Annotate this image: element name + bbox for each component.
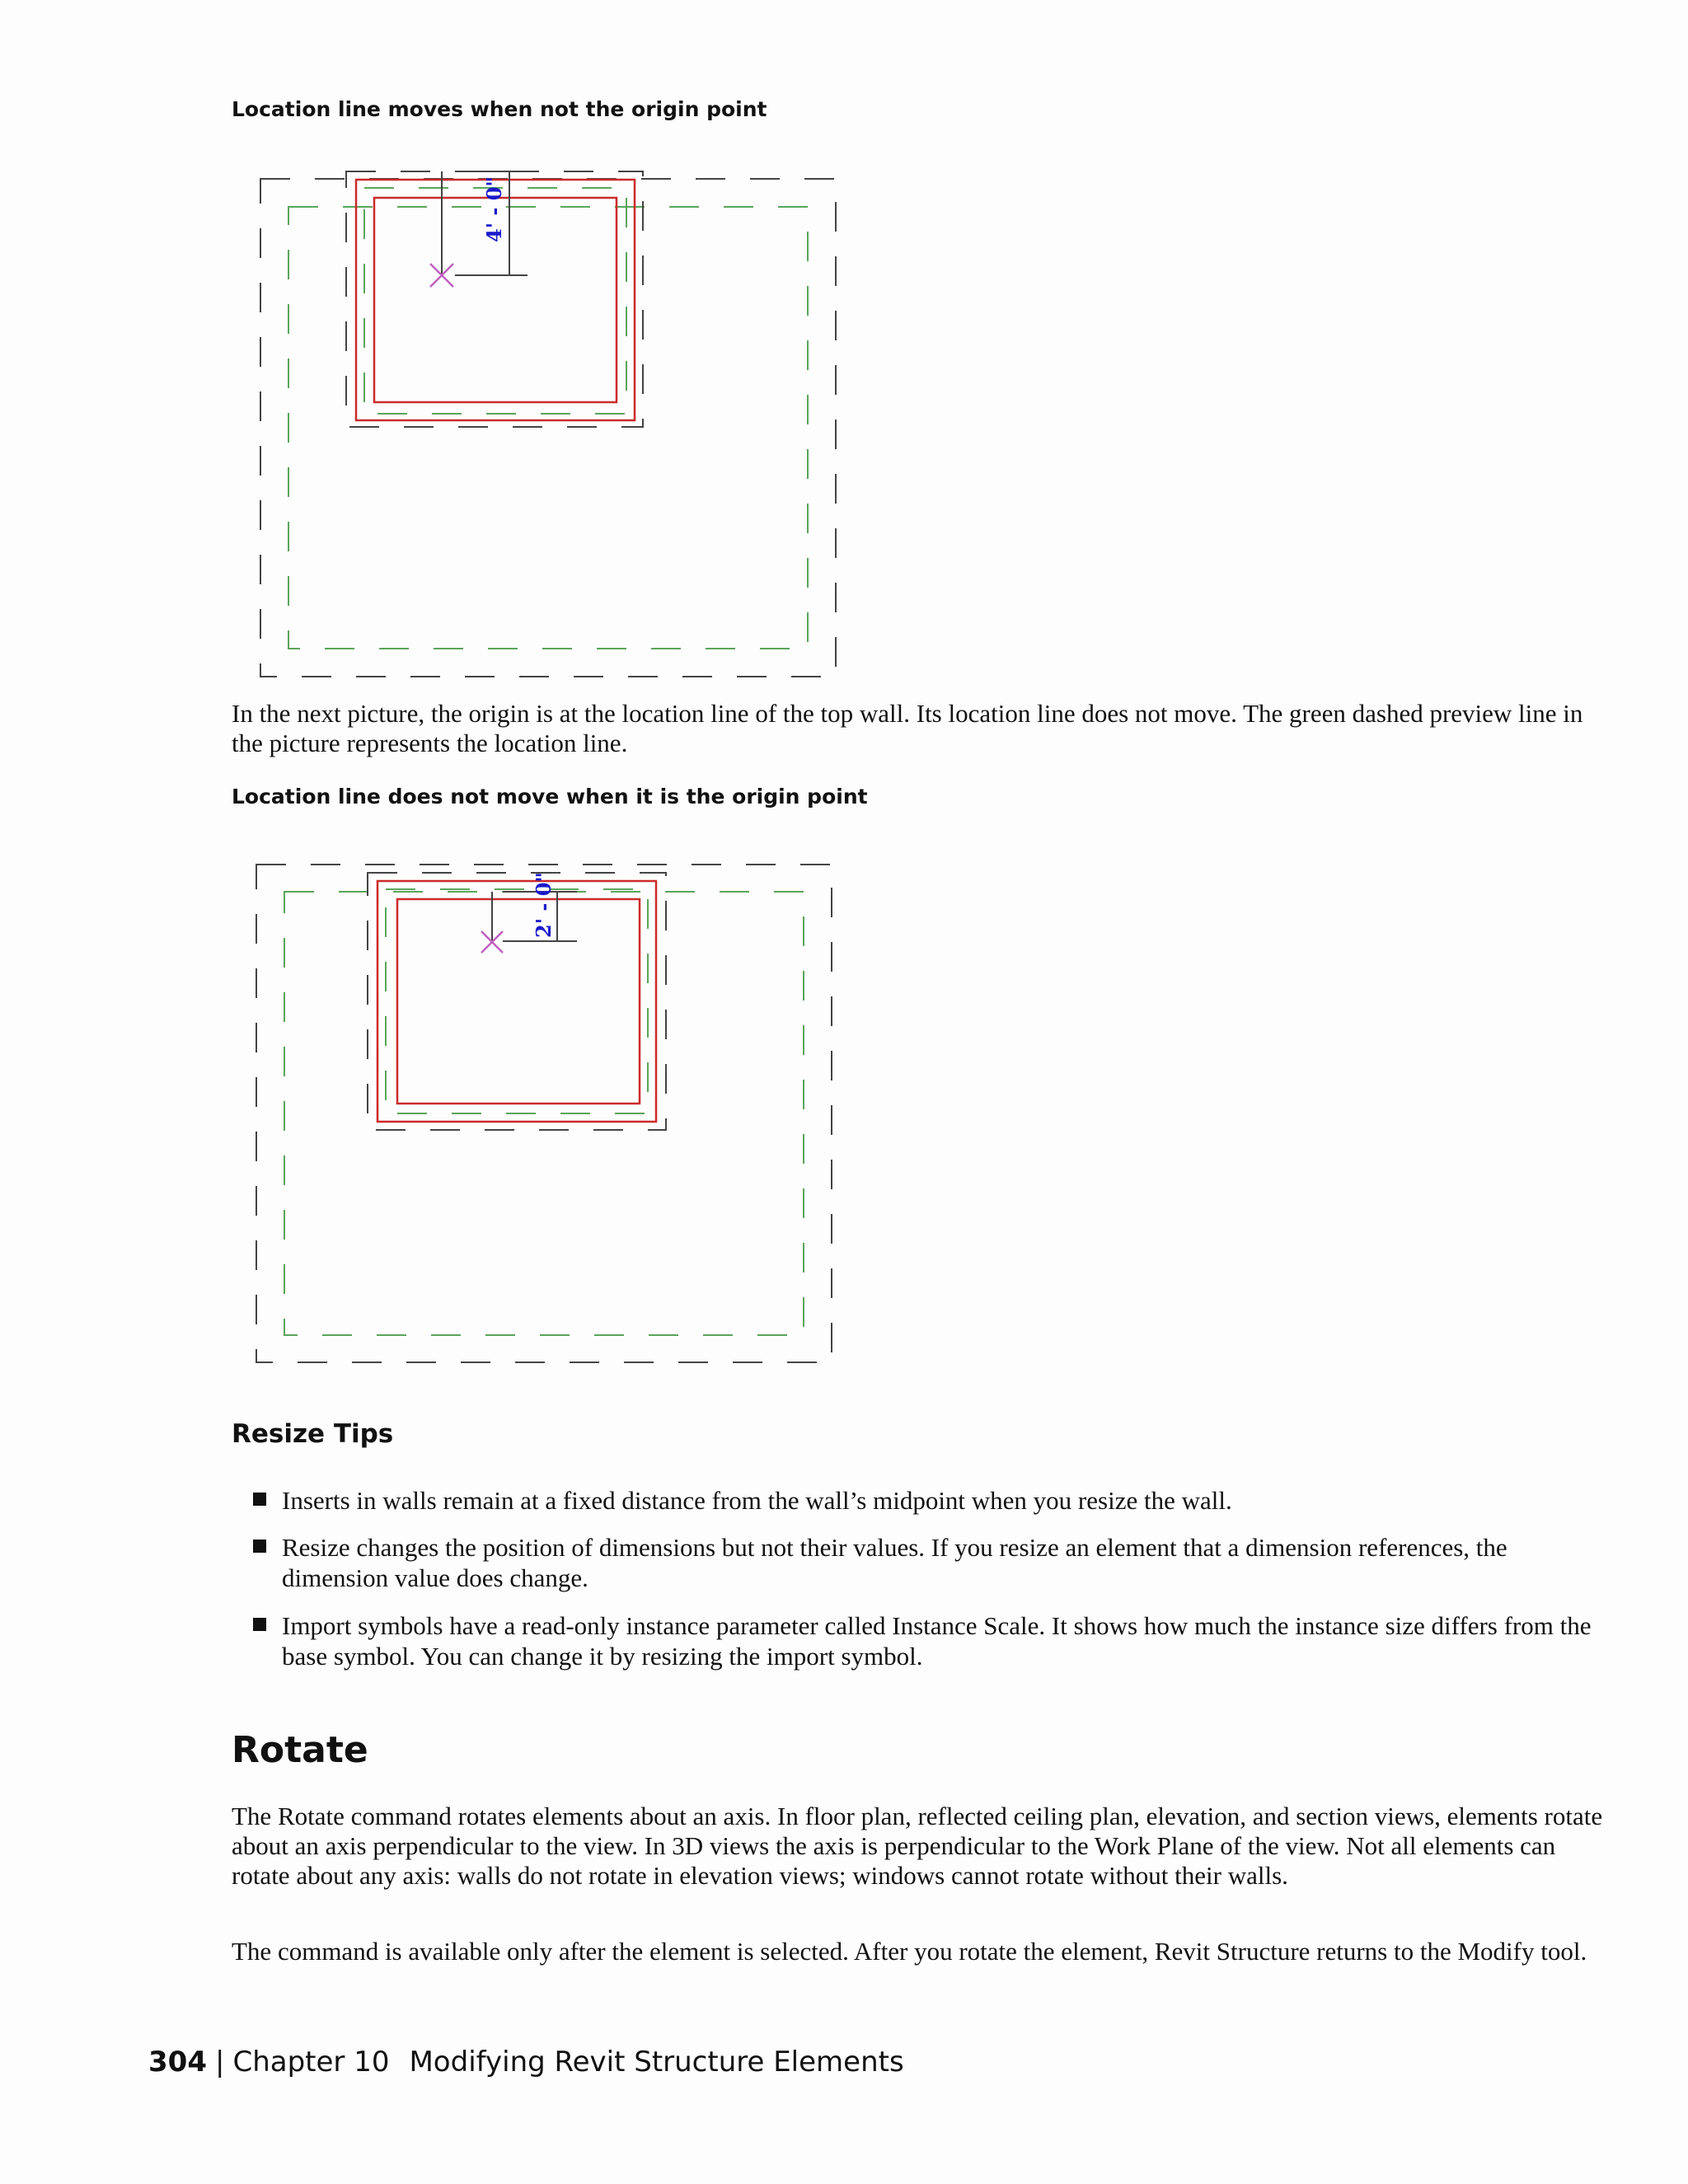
dimension-label: 2' - 0" — [532, 872, 556, 938]
page-number: 304 — [148, 2046, 207, 2079]
rotate-heading: Rotate — [232, 1729, 368, 1771]
page-footer — [148, 2046, 904, 2079]
figure-caption-2: Location line does not move when it is the origin point — [232, 785, 868, 808]
preview-location-line — [288, 207, 808, 649]
figure-caption-1: Location line moves when not the origin point — [232, 97, 767, 121]
rotate-paragraph-2: The command is available only after the element is selected. After you rotate the element, Revit Structure returns to the Modify tool. — [232, 1937, 1587, 1966]
origin-marker-icon — [430, 264, 453, 287]
wall-inner-edge — [397, 899, 640, 1104]
bullet-square-icon — [253, 1540, 266, 1553]
wall-outer-edge — [377, 881, 656, 1122]
footer-separator: | — [214, 2046, 225, 2079]
outer-dashed-outline — [260, 179, 836, 677]
small-dashed-inner — [364, 188, 626, 414]
chapter-title: Modifying Revit Structure Elements — [409, 2046, 904, 2079]
bullet-square-icon — [253, 1618, 266, 1631]
chapter-label: Chapter 10 — [232, 2046, 390, 2079]
preview-location-line — [284, 892, 804, 1335]
list-item-text: Resize changes the position of dimensions but not their values. If you resize an element that a dimension references, the dimension value does change. — [282, 1533, 1507, 1592]
rotate-paragraph-1: The Rotate command rotates elements about an axis. In floor plan, reflected ceiling plan, elevation, and section views, elements rotate about an axis perpendicular to the view. In 3D views the axis is perpendicular to the Work Plane of the view. Not all elements can rotate about any axis: walls do not rotate in elevation views; windows cannot rotate without their walls. — [232, 1802, 1603, 1890]
small-dashed-outline — [368, 873, 666, 1130]
wall-outer-edge — [356, 180, 635, 420]
paragraph-between-figures: In the next picture, the origin is at the location line of the top wall. Its location line does not move. The green dashed preview line in the picture represents the location line. — [232, 699, 1583, 757]
outer-dashed-outline — [256, 865, 832, 1362]
resize-tips-heading: Resize Tips — [232, 1419, 394, 1449]
small-dashed-inner — [386, 889, 648, 1113]
origin-marker-icon — [481, 931, 503, 953]
list-item-text: Inserts in walls remain at a fixed distance from the wall’s midpoint when you resize the wall. — [282, 1486, 1232, 1515]
list-item-text: Import symbols have a read-only instance parameter called Instance Scale. It shows how much the instance size differs from the base symbol. You can change it by resizing the import symbol. — [282, 1611, 1592, 1671]
wall-inner-edge — [374, 198, 617, 402]
dimension-label: 4' - 0" — [482, 176, 506, 242]
small-dashed-outline — [346, 171, 643, 427]
bullet-square-icon — [253, 1493, 266, 1506]
